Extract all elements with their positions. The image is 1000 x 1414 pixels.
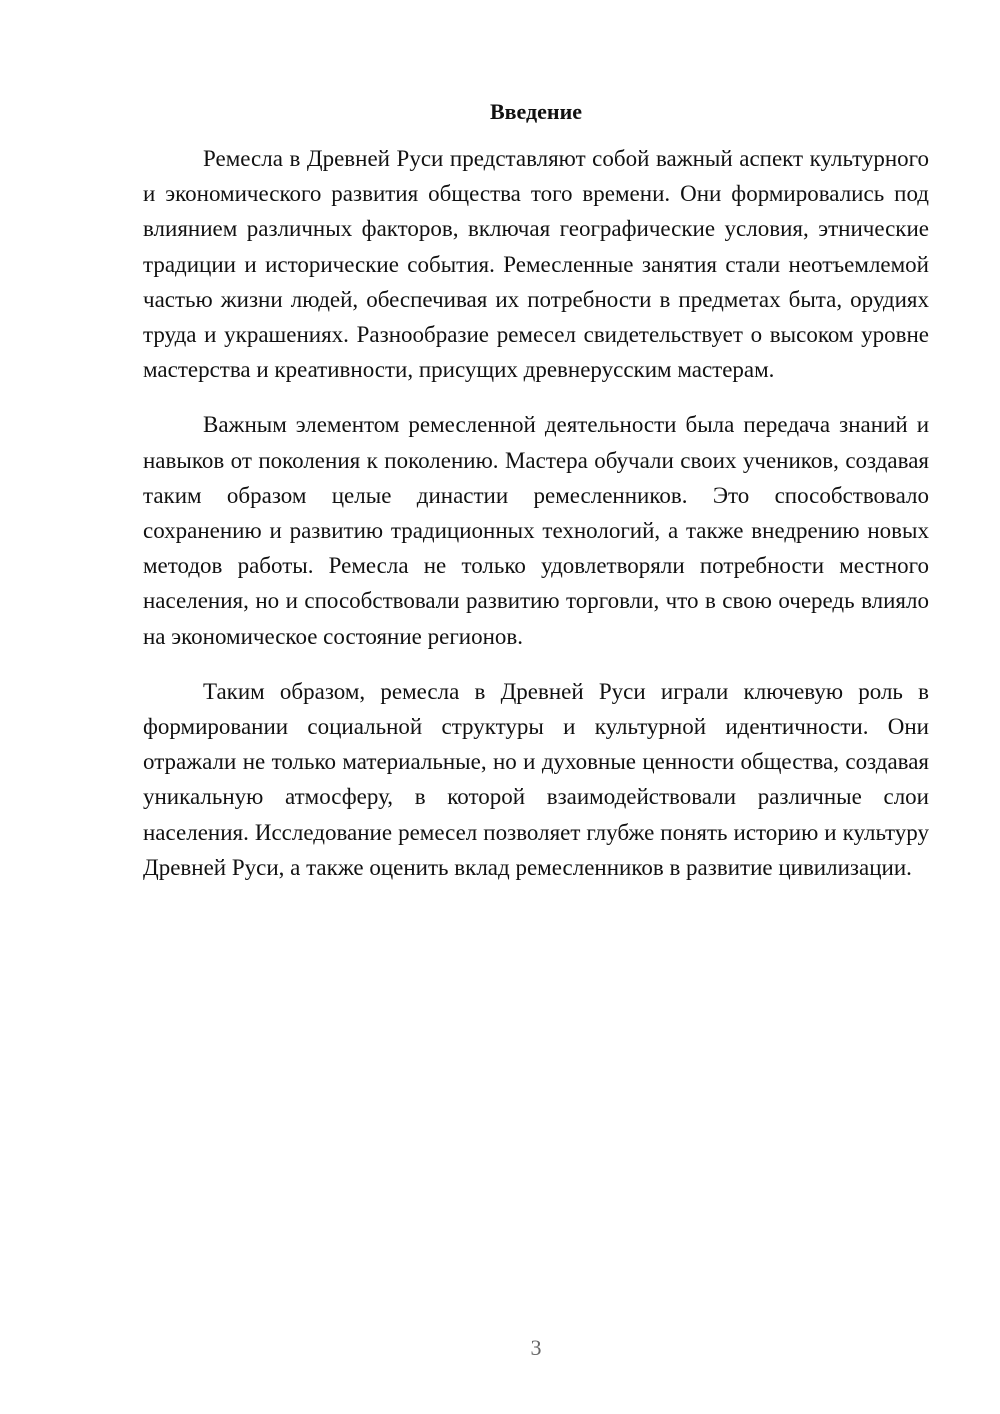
paragraph-2: Важным элементом ремесленной деятельности была передача знаний и навыков от поколения к поколению. Мастера обучали своих учеников, создавая таким образом целые династии ремесленников. Это способствовало сохранению и развитию традиционных технологий, а также внедрению новых методов работы. Ремесла не только удовлетворяли потребности местного населения, но и способствовали развитию торговли, что в свою очередь влияло на экономическое состояние регионов. bbox=[143, 412, 929, 649]
page-content bbox=[143, 95, 929, 905]
paragraph-3: Таким образом, ремесла в Древней Руси играли ключевую роль в формировании социальной структуры и культурной идентичности. Они отражали не только материальные, но и духовные ценности общества, создавая уникальную атмосферу, в которой взаимодействовали различные слои населения. Исследование ремесел позволяет глубже понять историю и культуру Древней Руси, а также оценить вклад ремесленников в развитие цивилизации. bbox=[143, 678, 929, 880]
page-number: 3 bbox=[530, 1335, 542, 1360]
paragraph-1: Ремесла в Древней Руси представляют собой важный аспект культурного и экономического развития общества того времени. Они формировались под влиянием различных факторов, включая географические условия, этнические традиции и исторические события. Ремесленные занятия стали неотъемлемой частью жизни людей, обеспечивая их потребности в предметах быта, орудиях труда и украшениях. Разнообразие ремесел свидетельствует о высоком уровне мастерства и креативности, присущих древнерусским мастерам. bbox=[143, 146, 929, 383]
section-title: Введение bbox=[489, 99, 583, 124]
